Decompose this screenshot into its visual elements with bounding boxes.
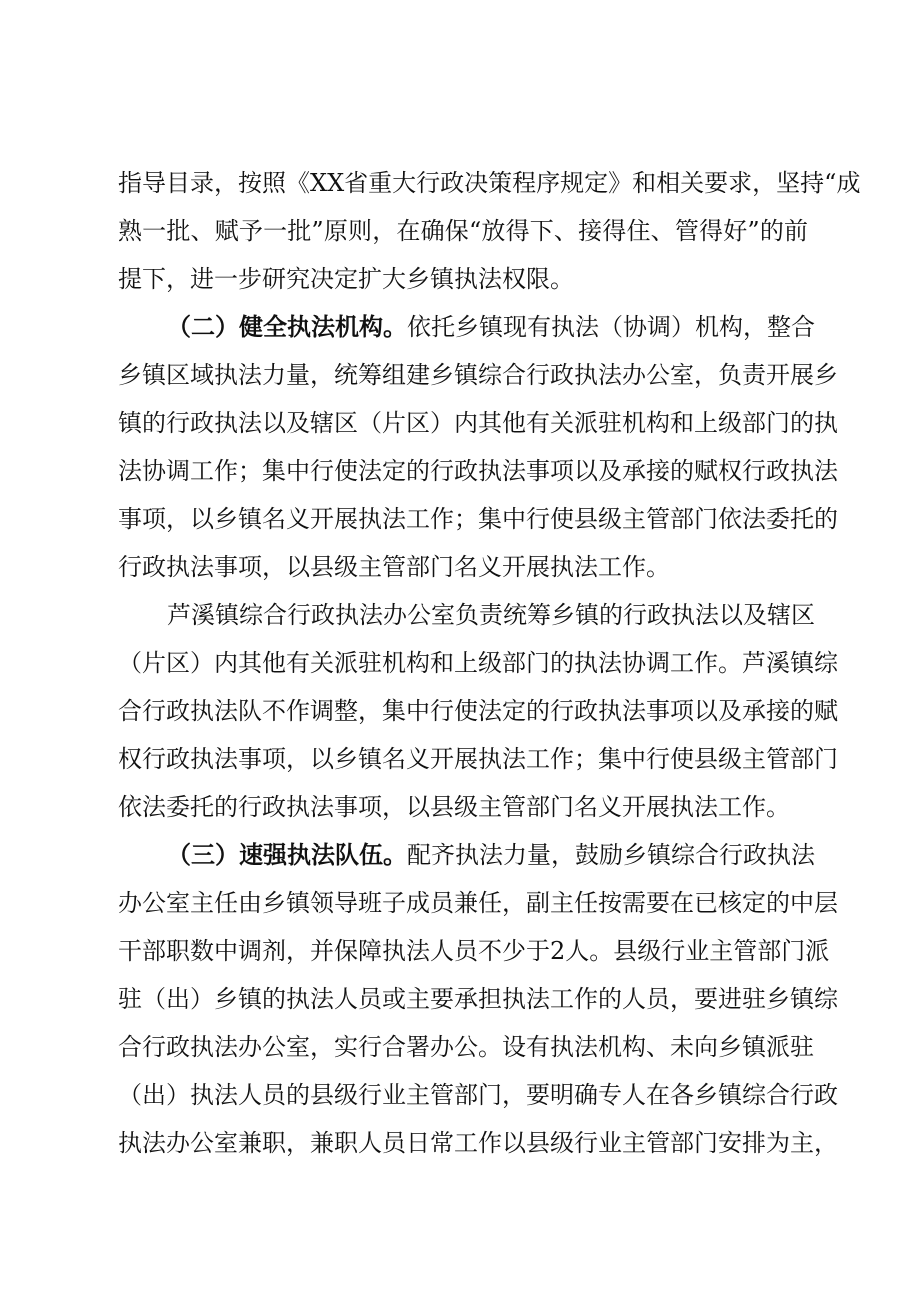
text-line: 驻（出）乡镇的执法人员或主要承担执法工作的人员，要进驻乡镇综 [118,985,838,1013]
text-line: 提下，进一步研究决定扩大乡镇执法权限。 [118,265,574,293]
text-line: 乡镇区域执法力量，统筹组建乡镇综合行政执法办公室，负责开展乡 [118,361,838,389]
text-line: 依法委托的行政执法事项，以县级主管部门名义开展执法工作。 [118,793,790,821]
text-line: 事项，以乡镇名义开展执法工作；集中行使县级主管部门依法委托的 [118,505,838,533]
text-line: 干部职数中调剂，并保障执法人员不少于2人。县级行业主管部门派 [118,937,830,965]
text-line: 镇的行政执法以及辖区（片区）内其他有关派驻机构和上级部门的执 [118,409,838,437]
section-heading: （二）健全执法机构。 [167,313,407,341]
text-line: 合行政执法办公室，实行合署办公。设有执法机构、未向乡镇派驻 [118,1033,814,1061]
text-line: 熟一批、赋予一批”原则，在确保“放得下、接得住、管得好”的前 [118,217,808,245]
text-line: （片区）内其他有关派驻机构和上级部门的执法协调工作。芦溪镇综 [118,649,838,677]
section-text: 依托乡镇现有执法（协调）机构，整合 [407,313,815,341]
text-line: 执法办公室兼职，兼职人员日常工作以县级行业主管部门安排为主， [118,1129,838,1157]
text-line: （出）执法人员的县级行业主管部门，要明确专人在各乡镇综合行政 [118,1081,838,1109]
text-line: 权行政执法事项，以乡镇名义开展执法工作；集中行使县级主管部门 [118,745,838,773]
text-line: 合行政执法队不作调整，集中行使法定的行政执法事项以及承接的赋 [118,697,838,725]
text-line: 行政执法事项，以县级主管部门名义开展执法工作。 [118,553,670,581]
text-line: 芦溪镇综合行政执法办公室负责统筹乡镇的行政执法以及辖区 [167,601,815,629]
section-heading-line [167,307,815,347]
section-text: 配齐执法力量，鼓励乡镇综合行政执法 [407,841,815,869]
section-heading-line [167,835,815,875]
section-heading: （三）速强执法队伍。 [167,841,407,869]
text-line: 法协调工作；集中行使法定的行政执法事项以及承接的赋权行政执法 [118,457,838,485]
text-line: 办公室主任由乡镇领导班子成员兼任，副主任按需要在已核定的中层 [118,889,838,917]
text-line: 指导目录，按照《XX省重大行政决策程序规定》和相关要求，坚持“成 [118,169,861,197]
